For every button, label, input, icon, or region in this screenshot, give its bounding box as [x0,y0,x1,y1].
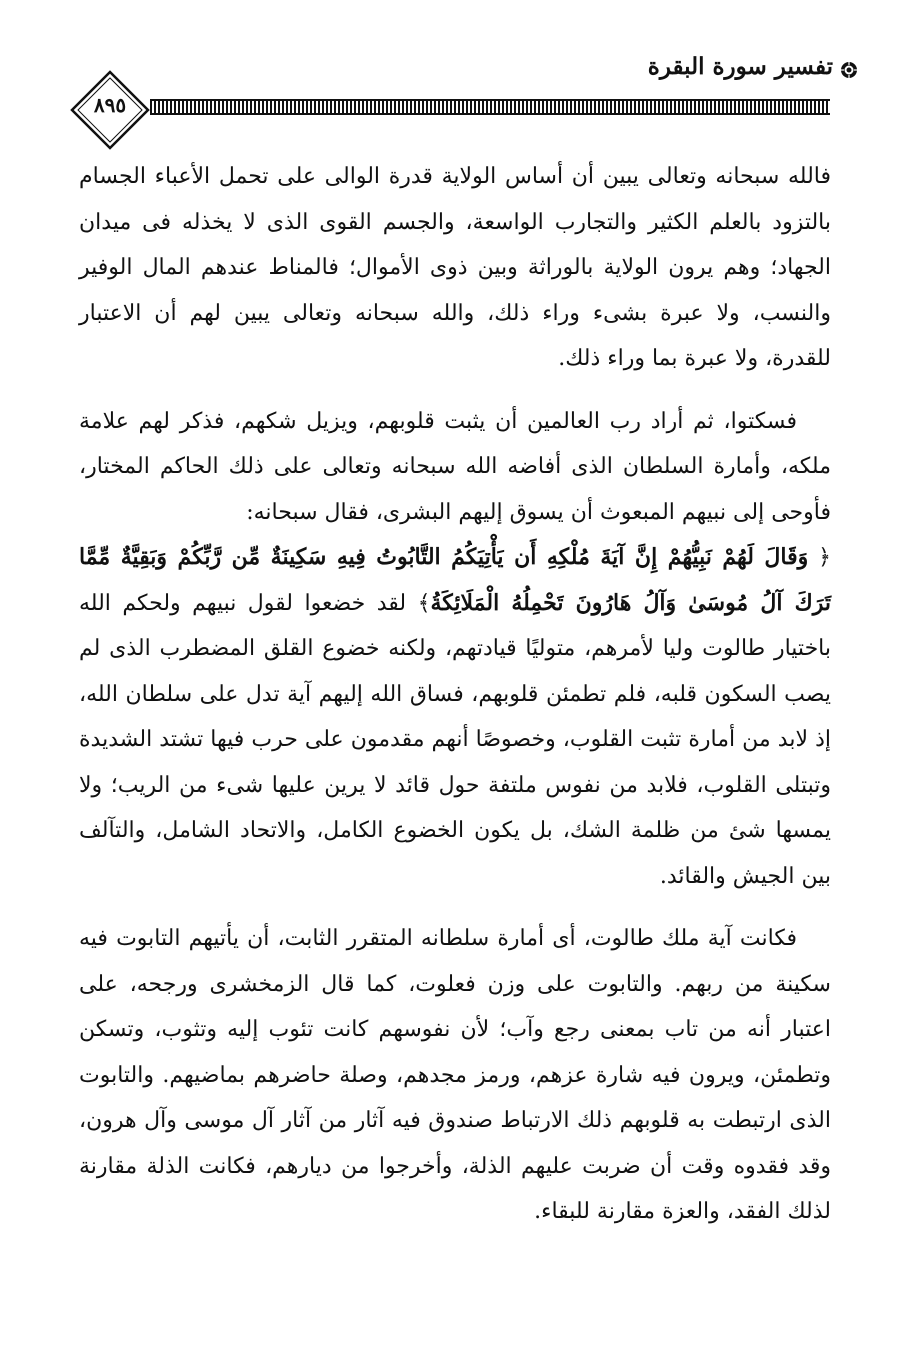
paragraph-2-text: فسكتوا، ثم أراد رب العالمين أن يثبت قلوبهم، ويزيل شكهم، فذكر لهم علامة ملكه، وأمارة السلطان الذى أفاضه الله سبحانه وتعالى على ذلك الحاكم المختار، فأوحى إلى نبيهم المبعوث أن يسوق إليهم البشرى، فقال سبحانه: [79,408,831,525]
verse-close-bracket: ﴾ [417,590,431,616]
page-number: ٨٩٥ [93,93,127,117]
header-rule [150,100,830,114]
paragraph-3 [79,535,831,899]
paragraph-1-text: فالله سبحانه وتعالى يبين أن أساس الولاية قدرة الوالى على تحمل الأعباء الجسام بالتزود بالعلم الكثير والتجارب الواسعة، والجسم القوى الذى لا يخذله فى ميدان الجهاد؛ وهم يرون الولاية بالوراثة وبين ذوى الأموال؛ فالمناط عندهم المال الوفير والنسب، ولا عبرة بشىء وراء ذلك، والله سبحانه وتعالى يبين لهم أن الاعتبار للقدرة، ولا عبرة بما وراء ذلك. [79,164,831,371]
quran-verse: وَقَالَ لَهُمْ نَبِيُّهُمْ إِنَّ آيَةَ مُلْكِهِ أَن يَأْتِيَكُمُ التَّابُوتُ فِيهِ سَكِينَةٌ مِّن رَّبِّكُمْ وَبَقِيَّةٌ مِّمَّا تَرَكَ آلُ مُوسَىٰ وَآلُ هَارُونَ تَحْمِلُهُ الْمَلَائِكَةُ [79,544,831,616]
paragraph-4-text: فكانت آية ملك طالوت، أى أمارة سلطانه المتقرر الثابت، أن يأتيهم التابوت فيه سكينة من ربهم. والتابوت على وزن فعلوت، كما قال الزمخشرى ورجحه، على اعتبار أنه من تاب بمعنى رجع وآب؛ لأن نفوسهم كانت تئوب إليه وتثوب، وتسكن وتطمئن، ويرون فيه شارة عزهم، ورمز مجدهم، وصلة حاضرهم بماضيهم. والتابوت الذى ارتبطت به قلوبهم ذلك الارتباط صندوق فيه آثار من آثار آل موسى وآل هرون، وقد فقدوه وقت أن ضربت عليهم الذلة، وأخرجوا من ديارهم، فكانت الذلة مقارنة لذلك الفقد، والعزة مقارنة للبقاء. [79,926,831,1224]
running-header-title: تفسير سورة البقرة [647,53,833,80]
flower-ornament-icon [839,60,859,80]
header-rule-top-line [150,99,830,101]
paragraph-1 [79,154,831,382]
paragraph-2 [79,399,831,536]
paragraph-3-text: لقد خضعوا لقول نبيهم ولحكم الله باختيار طالوت وليا لأمرهم، متوليًا قيادتهم، ولكنه خضوع القلق المضطرب الذى لم يصب السكون قلبه، فلم تطمئن قلوبهم، فساق الله إليهم آية تدل على سلطان الله، إذ لابد من أمارة تثبت القلوب، وخصوصًا أنهم مقدمون على حرب فيها تشتد الشديدة وتبتلى القلوب، فلابد من نفوس ملتفة حول قائد لا يرين عليها شىء من الريب؛ ولا يمسها شئ من ظلمة الشك، بل يكون الخضوع الكامل، والاتحاد الشامل، والتآلف بين الجيش والقائد. [79,590,832,889]
paragraph-4 [79,916,831,1235]
verse-open-bracket: ﴿ [818,545,831,570]
header-rule-bottom-line [150,113,830,115]
main-text [79,154,831,1235]
